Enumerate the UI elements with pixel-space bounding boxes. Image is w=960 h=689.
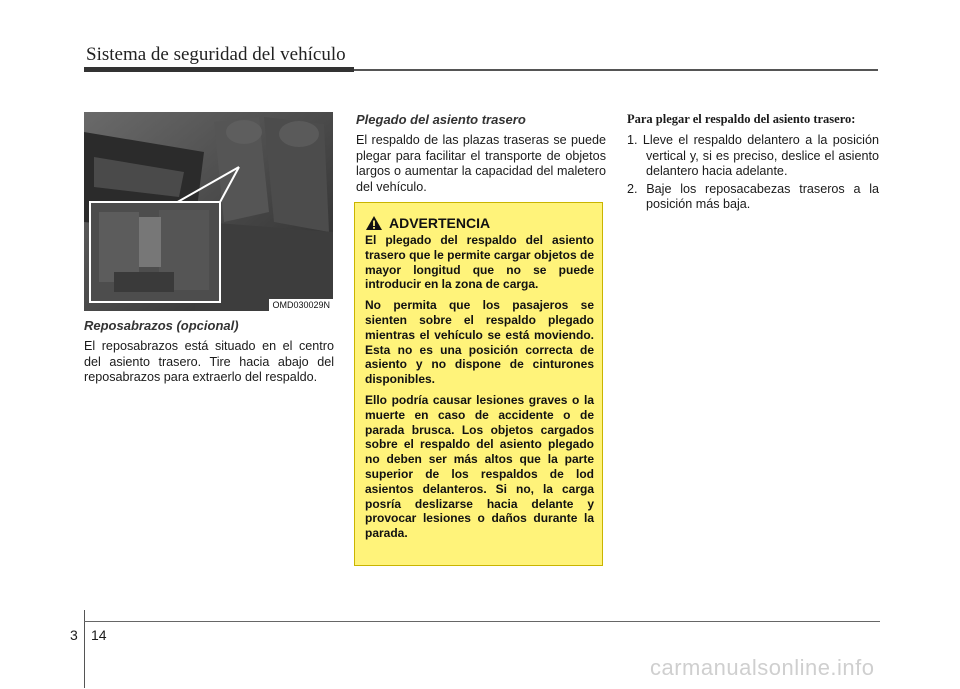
page-number: 14 bbox=[91, 627, 107, 643]
header-bar bbox=[84, 67, 354, 72]
header-rule bbox=[354, 69, 878, 71]
folding-steps-section bbox=[627, 112, 879, 215]
warning-title: ADVERTENCIA bbox=[389, 215, 491, 231]
section-title: Sistema de seguridad del vehículo bbox=[86, 44, 346, 65]
folding-heading: Plegado del asiento trasero bbox=[356, 112, 526, 127]
warning-header bbox=[365, 215, 594, 231]
folding-section bbox=[356, 112, 606, 195]
warning-box bbox=[354, 202, 603, 566]
rear-seat-armrest-photo bbox=[84, 112, 333, 311]
armrest-illustration bbox=[84, 112, 333, 311]
list-item: 2. Baje los reposacabezas traseros a la posición más baja. bbox=[627, 181, 879, 211]
steps-heading: Para plegar el respaldo del asiento trasero: bbox=[627, 112, 856, 126]
warning-triangle-icon bbox=[365, 215, 383, 231]
steps-list bbox=[627, 133, 879, 213]
figure-code: OMD030029N bbox=[269, 299, 333, 311]
warning-paragraph: Ello podría causar lesiones graves o la muerte en caso de accidente o de parada brusca. Los objetos cargados sobre el respaldo del asiento plegado no deben ser más altos que la parte superior de los respaldos de lod asientos delanteros. Si no, la carga posría deslizarse hacia delante y provocar lesiones o daños durante la parada. bbox=[365, 392, 594, 541]
warning-paragraph: El plegado del respaldo del asiento trasero que le permite cargar objetos de mayor longitud que no se puede introducir en la zona de carga. bbox=[365, 233, 594, 292]
armrest-text: El reposabrazos está situado en el centro del asiento trasero. Tire hacia abajo del reposabrazos para extraerlo del respaldo. bbox=[84, 339, 334, 384]
armrest-heading: Reposabrazos (opcional) bbox=[84, 318, 239, 333]
folding-text: El respaldo de las plazas traseras se puede plegar para facilitar el transporte de objetos largos o aumentar la capacidad del maletero del vehículo. bbox=[356, 133, 606, 194]
watermark: carmanualsonline.info bbox=[650, 655, 875, 680]
list-item: 1. Lleve el respaldo delantero a la posición vertical y, si es preciso, deslice el asiento delantero hacia adelante. bbox=[627, 133, 879, 178]
armrest-section bbox=[84, 318, 334, 386]
warning-paragraph: No permita que los pasajeros se sienten sobre el respaldo plegado mientras el vehículo se está moviendo. Esta no es una posición correcta de asiento y no dispone de cinturones disponibles. bbox=[365, 298, 594, 387]
chapter-number: 3 bbox=[70, 627, 78, 643]
footer-rule bbox=[84, 621, 880, 622]
